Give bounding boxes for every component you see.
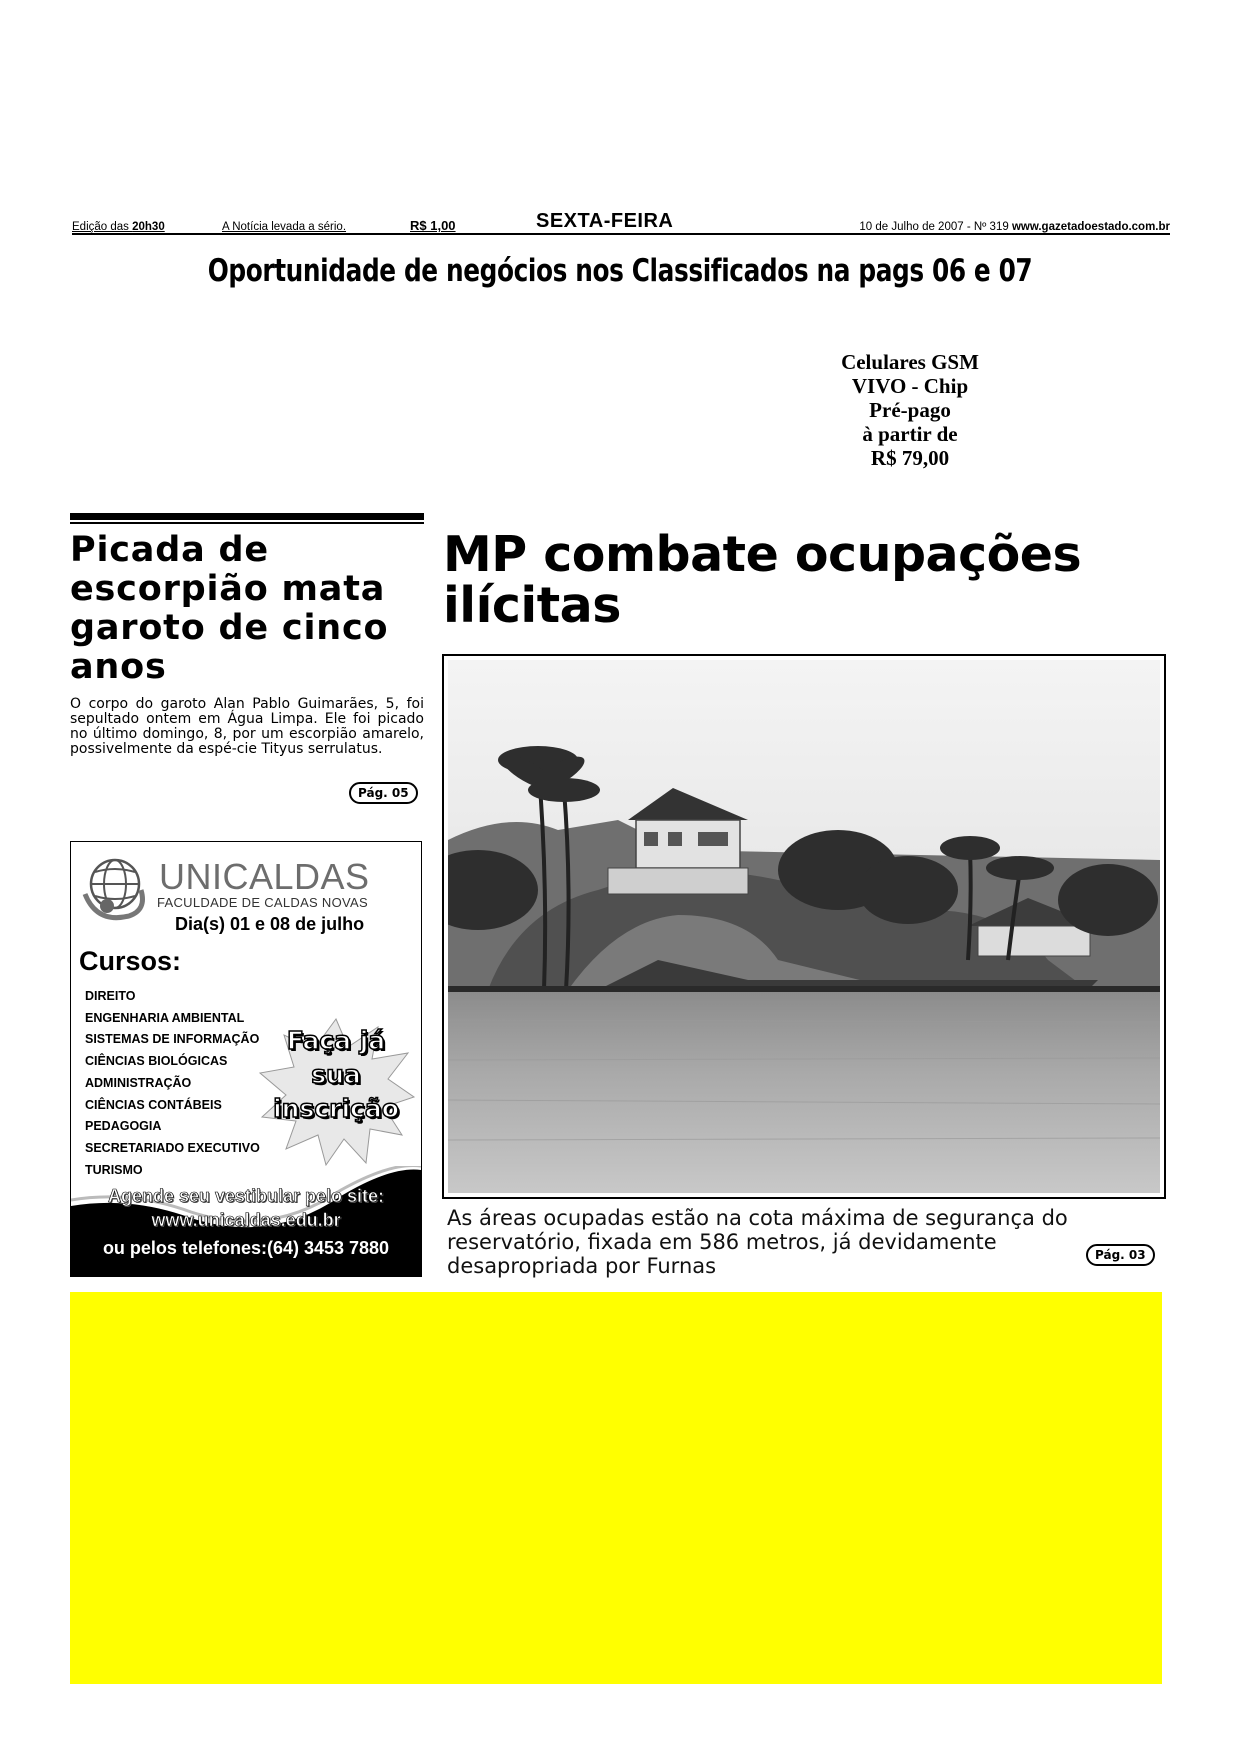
ad-phone: ou pelos telefones:(64) 3453 7880 bbox=[102, 1238, 390, 1258]
date-issue: 10 de Julho de 2007 - Nº 319 www.gazetadoestado.com.br bbox=[859, 221, 1170, 233]
main-story-photo[interactable] bbox=[442, 654, 1166, 1199]
burst-text: Faça já sua inscrição bbox=[273, 1026, 399, 1123]
unicaldas-name: UNICALDAS bbox=[159, 856, 370, 897]
lake-photo-image bbox=[448, 660, 1160, 1193]
website-link[interactable]: www.gazetadoestado.com.br bbox=[1011, 221, 1170, 233]
edition-time: 20h30 bbox=[132, 221, 165, 233]
section-rule-thin bbox=[70, 522, 424, 524]
weekday: SEXTA-FEIRA bbox=[536, 210, 674, 232]
unicaldas-ad[interactable] bbox=[70, 841, 422, 1277]
left-story-page-ref[interactable]: Pág. 05 bbox=[349, 782, 418, 804]
course-item: PEDAGOGIA bbox=[85, 1119, 162, 1134]
section-rule-thick bbox=[70, 513, 424, 520]
course-list bbox=[85, 986, 260, 1181]
price: R$ 1,00 bbox=[410, 218, 456, 233]
masthead-rule bbox=[72, 233, 1170, 235]
celular-line: Celulares GSM bbox=[841, 350, 979, 374]
course-item: ENGENHARIA AMBIENTAL bbox=[85, 1010, 245, 1025]
main-story-page-ref[interactable]: Pág. 03 bbox=[1086, 1244, 1155, 1266]
course-item: TURISMO bbox=[85, 1162, 143, 1177]
left-story-headline[interactable]: Picada de escorpião mata garoto de cinco anos bbox=[70, 530, 389, 687]
main-story-headline[interactable]: MP combate ocupações ilícitas bbox=[443, 526, 1082, 634]
ad-url-link[interactable]: www.unicaldas.edu.br bbox=[151, 1210, 341, 1230]
edition-label: Edição das 20h30 bbox=[72, 221, 165, 233]
left-story-body: O corpo do garoto Alan Pablo Guimarães, 5, foi sepultado ontem em Água Limpa. Ele foi picado no último domingo, 8, por um escorpião amarelo, possivelmente da espé-cie Tityus serrulatus. bbox=[70, 696, 424, 757]
masthead-strip bbox=[72, 210, 1170, 235]
yellow-ad-block bbox=[70, 1292, 1162, 1684]
globe-logo-icon bbox=[77, 850, 157, 930]
celular-line: R$ 79,00 bbox=[870, 446, 950, 470]
ad-agende: Agende seu vestibular pelo site: bbox=[107, 1186, 385, 1206]
celular-line: VIVO - Chip bbox=[851, 374, 969, 398]
course-item: SECRETARIADO EXECUTIVO bbox=[85, 1140, 260, 1155]
course-item: SISTEMAS DE INFORMAÇÃO bbox=[85, 1032, 260, 1047]
unicaldas-subtitle: FACULDADE DE CALDAS NOVAS bbox=[157, 895, 368, 910]
main-story-caption: As áreas ocupadas estão na cota máxima de segurança do reservatório, fixada em 586 metros, já devidamente desapropriada por Furnas bbox=[447, 1206, 1068, 1278]
classifieds-banner: Oportunidade de negócios nos Classificados na pags 06 e 07 bbox=[207, 253, 1033, 289]
course-item: CIÊNCIAS BIOLÓGICAS bbox=[85, 1054, 228, 1069]
unicaldas-dates: Dia(s) 01 e 08 de julho bbox=[175, 914, 365, 934]
celular-line: Pré-pago bbox=[869, 398, 951, 422]
slogan: A Notícia levada a sério. bbox=[222, 221, 347, 233]
course-item: DIREITO bbox=[85, 989, 136, 1003]
celular-line: à partir de bbox=[862, 422, 958, 446]
cursos-label: Cursos: bbox=[79, 946, 182, 976]
celular-ad bbox=[790, 350, 1030, 470]
course-item: CIÊNCIAS CONTÁBEIS bbox=[85, 1097, 222, 1112]
course-item: ADMINISTRAÇÃO bbox=[85, 1075, 192, 1090]
